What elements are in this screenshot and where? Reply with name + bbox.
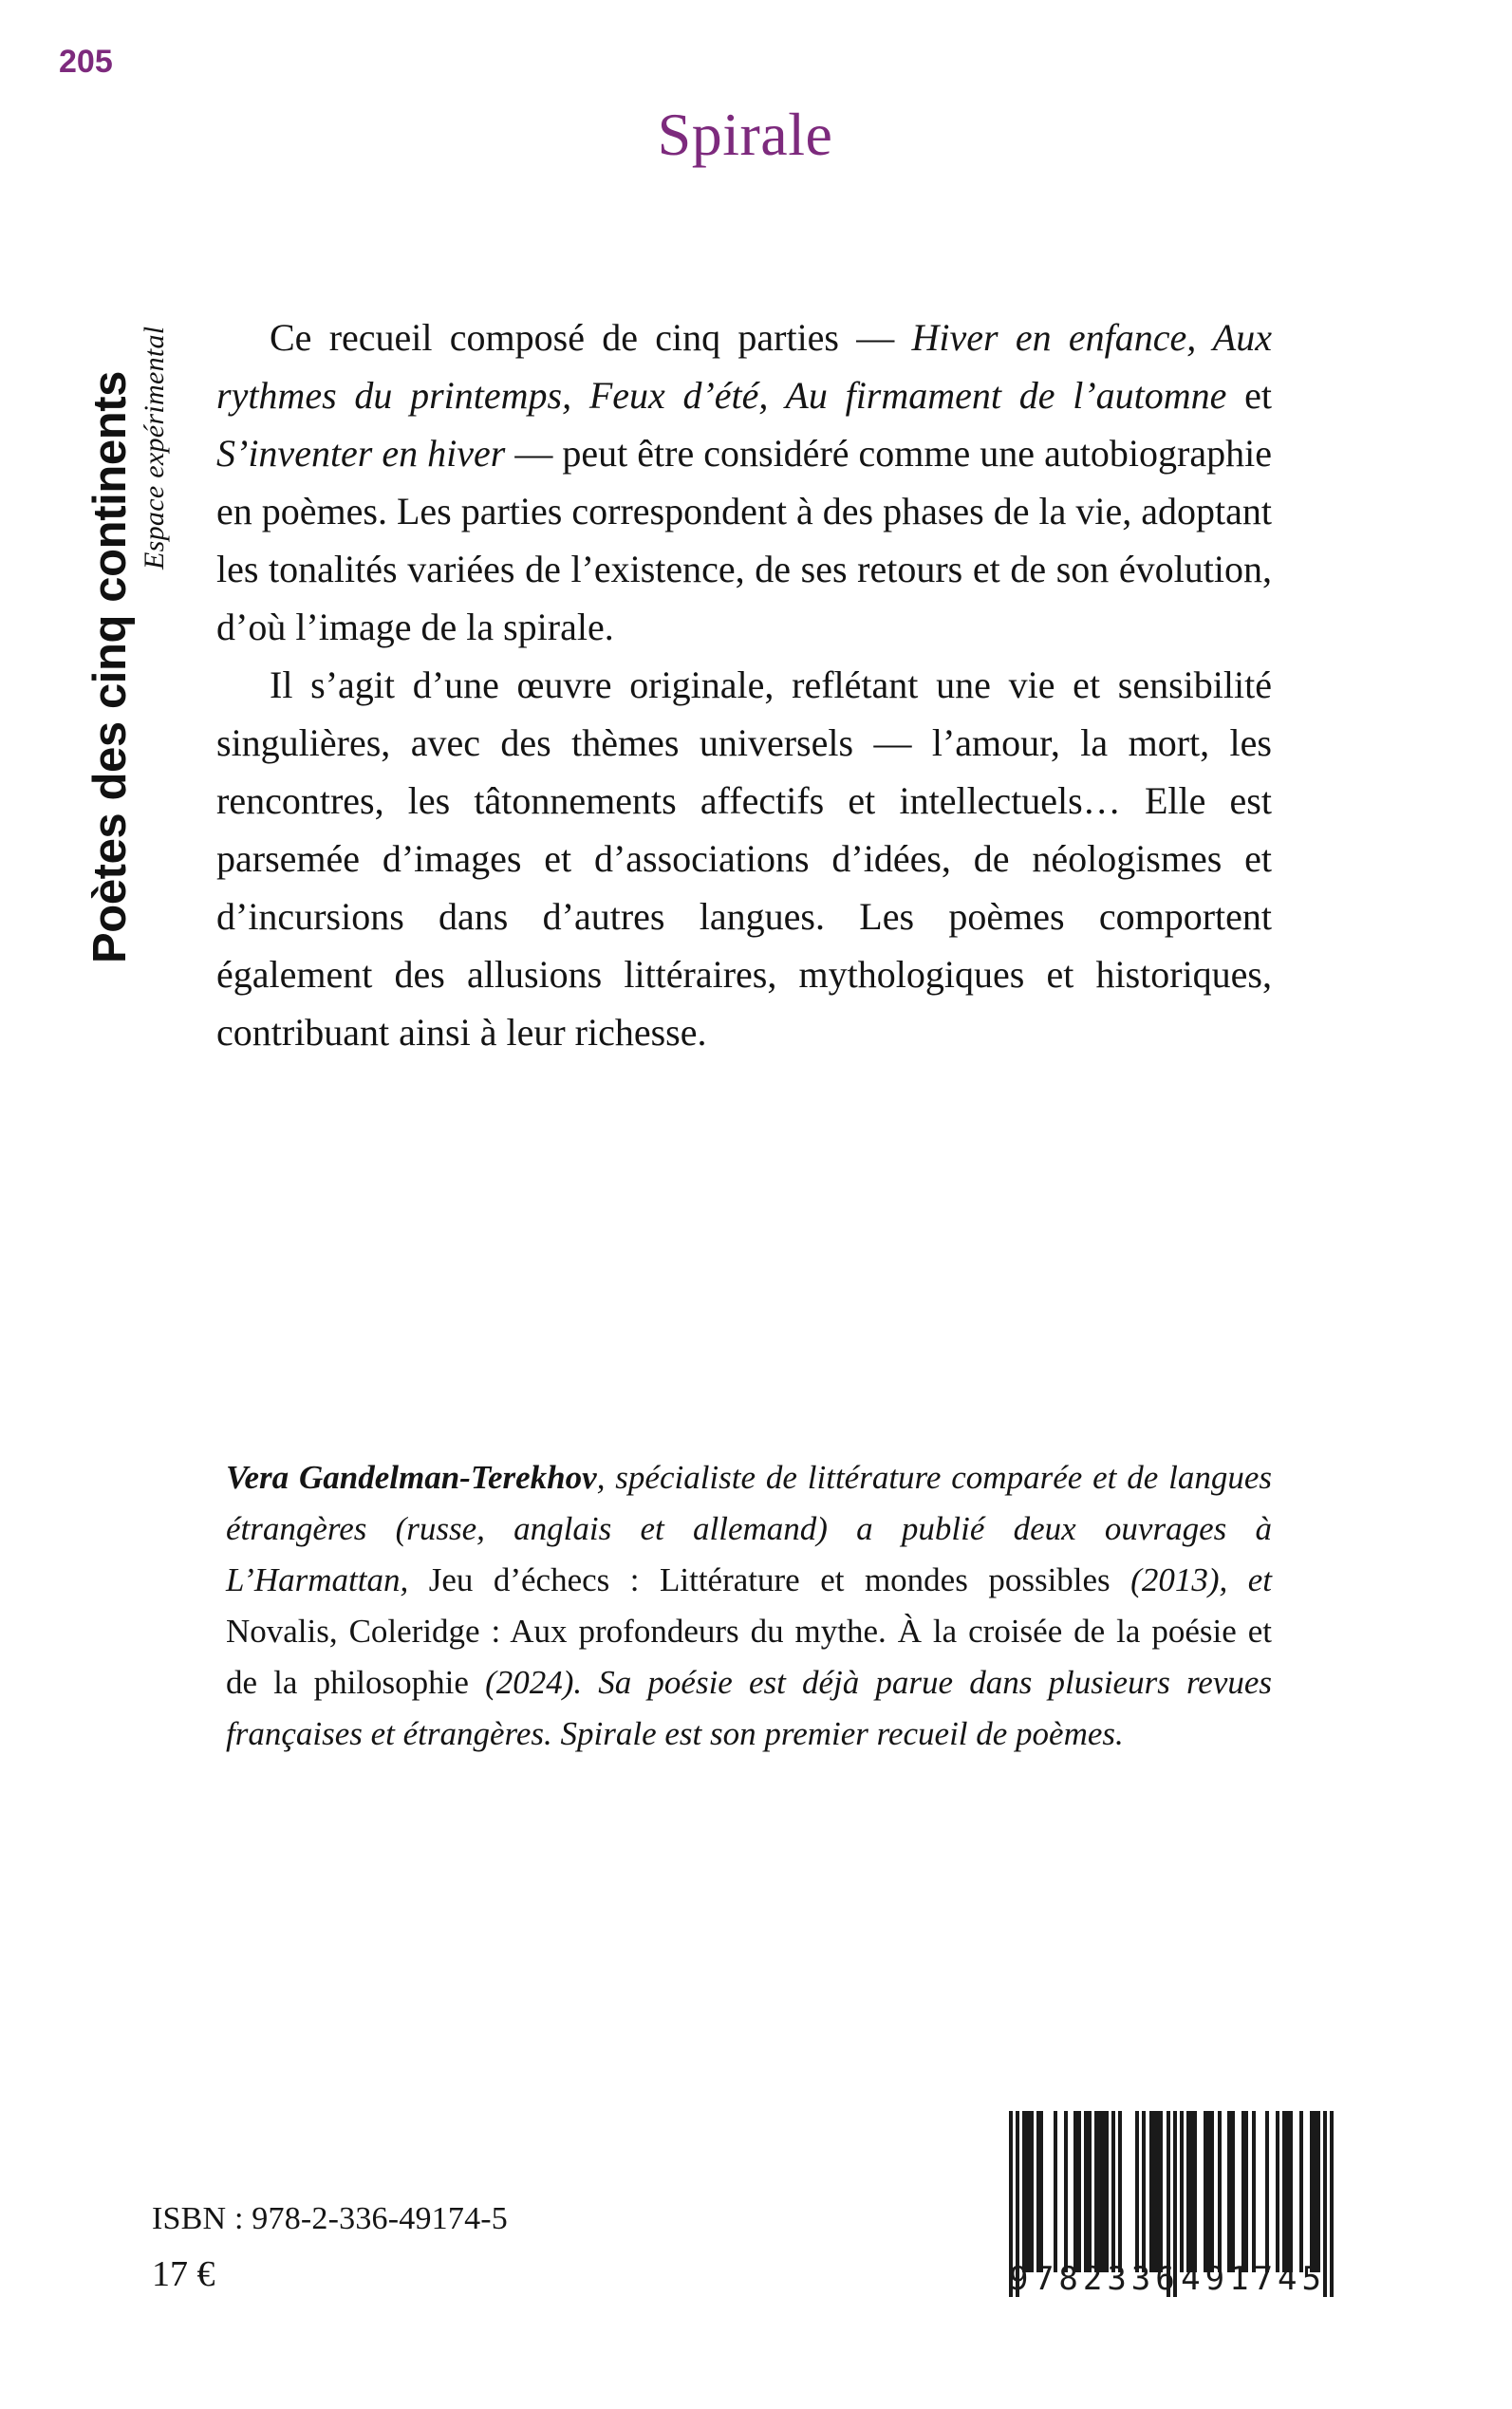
barcode-digits	[1009, 2260, 1334, 2298]
author-name: Vera Gandelman-Terekhov	[226, 1459, 597, 1496]
barcode-digit-group-2: 491745	[1181, 2260, 1326, 2298]
collection-number: 205	[59, 44, 113, 80]
blurb-paragraph-1: Ce recueil composé de cinq parties — Hiver en enfance, Aux rythmes du printemps, Feux d’été, Au firmament de l’automne et S’inventer en hiver — peut être considéré comme une autobiographie en poèmes. Les parties correspondent à des phases de la vie, adoptant les tonalités variées de l’existence, de ses retours et de son évolution, d’où l’image de la spirale.	[216, 316, 1272, 648]
barcode-bars	[1009, 2111, 1334, 2272]
barcode-digit-group-1: 782336	[1034, 2260, 1180, 2298]
footer-left-block	[152, 2194, 508, 2301]
price-line: 17 €	[152, 2254, 215, 2294]
collection-subtitle: Espace expérimental	[139, 326, 170, 570]
author-bio-block	[226, 1452, 1272, 1760]
barcode-digit-left: 9	[1009, 2260, 1030, 2298]
author-bio-paragraph	[226, 1452, 1272, 1760]
ean-barcode	[1009, 2111, 1334, 2322]
book-title: Spirale	[657, 101, 833, 168]
collection-title: Poètes des cinq continents	[84, 370, 136, 963]
author-bio-text: , spécialiste de littérature comparée et de langues étrangères (russe, anglais et allemand) a publié deux ouvrages à L’Harmattan, Jeu d’échecs : Littérature et mondes possibles (2013), et Novalis, Coleridge : Aux profondeurs du mythe. À la croisée de la poésie et de la philosophie (2024). Sa poésie est déjà parue dans plusieurs revues françaises et étrangères. Spirale est son premier recueil de poèmes.	[226, 1459, 1273, 1752]
isbn-line: ISBN : 978-2-336-49174-5	[152, 2201, 508, 2236]
blurb-paragraph-2: Il s’agit d’une œuvre originale, reflétant une vie et sensibilité singulières, avec des thèmes universels — l’amour, la mort, les rencontres, les tâtonnements affectifs et intellectuels… Elle est parsemée d’images et d’associations d’idées, de néologismes et d’incursions dans d’autres langues. Les poèmes comportent également des allusions littéraires, mythologiques et historiques, contribuant ainsi à leur richesse.	[216, 663, 1272, 1054]
blurb-text-block	[216, 308, 1272, 1061]
